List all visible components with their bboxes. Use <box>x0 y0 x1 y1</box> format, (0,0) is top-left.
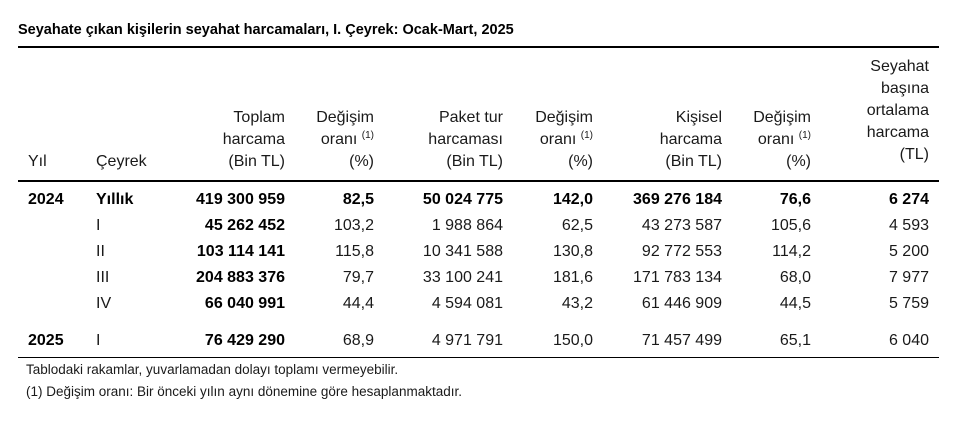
cell-package: 33 100 241 <box>422 269 503 286</box>
cell-quarter: III <box>96 269 110 286</box>
cell-total: 419 300 959 <box>196 191 285 208</box>
cell-total: 45 262 452 <box>204 217 285 234</box>
cell-quarter: IV <box>96 295 112 312</box>
cell-change-2: 130,8 <box>552 243 593 260</box>
cell-change-1: 79,7 <box>342 269 374 286</box>
footnote-rounding: Tablodaki rakamlar, yuvarlamadan dolayı toplamı vermeyebilir. <box>26 362 399 377</box>
footnote-change-rate: (1) Değişim oranı: Bir önceki yılın aynı dönemine göre hesaplanmaktadır. <box>26 384 462 399</box>
cell-change-2: 181,6 <box>552 269 593 286</box>
cell-change-3: 114,2 <box>772 243 811 260</box>
cell-change-1: 115,8 <box>335 243 374 260</box>
cell-personal: 171 783 134 <box>633 269 722 286</box>
cell-total: 66 040 991 <box>204 295 285 312</box>
cell-total: 76 429 290 <box>204 332 285 349</box>
header-change-2: Değişim oranı $^{(1)}$ (%) <box>535 109 593 170</box>
table-title: Seyahate çıkan kişilerin seyahat harcamaları, I. Çeyrek: Ocak-Mart, 2025 <box>18 22 514 38</box>
header-change-3: Değişim oranı $^{(1)}$ (%) <box>753 109 811 170</box>
cell-change-3: 68,0 <box>779 269 811 286</box>
cell-personal: 369 276 184 <box>633 191 722 208</box>
cell-personal: 61 446 909 <box>641 295 722 312</box>
cell-change-2: 150,0 <box>552 332 593 349</box>
cell-total: 204 883 376 <box>196 269 285 286</box>
header-per-trip: Seyahat başına ortalama harcama (TL) <box>866 58 929 163</box>
header-change-1: Değişim oranı $^{(1)}$ (%) <box>316 109 374 170</box>
cell-quarter: II <box>96 243 105 260</box>
cell-per-trip: 6 274 <box>888 191 929 208</box>
cell-package: 4 594 081 <box>431 295 503 312</box>
cell-quarter: I <box>96 217 101 234</box>
header-total: Toplam harcama (Bin TL) <box>222 109 285 170</box>
bottom-rule <box>18 357 939 358</box>
cell-change-3: 105,6 <box>770 217 811 234</box>
cell-per-trip: 6 040 <box>888 332 929 349</box>
cell-per-trip: 4 593 <box>888 217 929 234</box>
header-quarter: Çeyrek <box>96 153 147 170</box>
cell-quarter: I <box>96 332 101 349</box>
header-rule <box>18 180 939 182</box>
footnote-ref: (1) <box>798 130 811 141</box>
cell-change-3: 44,5 <box>779 295 811 312</box>
cell-total: 103 114 141 <box>196 243 285 260</box>
cell-change-2: 142,0 <box>552 191 593 208</box>
header-package: Paket tur harcaması (Bin TL) <box>428 109 503 170</box>
cell-change-1: 68,9 <box>342 332 374 349</box>
cell-change-1: 103,2 <box>333 217 374 234</box>
cell-per-trip: 5 759 <box>888 295 929 312</box>
cell-per-trip: 5 200 <box>888 243 929 260</box>
cell-personal: 43 273 587 <box>641 217 722 234</box>
cell-package: 1 988 864 <box>431 217 503 234</box>
cell-change-2: 62,5 <box>561 217 593 234</box>
cell-change-1: 44,4 <box>342 295 374 312</box>
cell-year: 2024 <box>28 191 64 208</box>
cell-personal: 92 772 553 <box>641 243 722 260</box>
cell-change-1: 82,5 <box>342 191 374 208</box>
top-rule <box>18 46 939 48</box>
cell-package: 50 024 775 <box>422 191 503 208</box>
cell-quarter: Yıllık <box>96 191 134 208</box>
cell-package: 4 971 791 <box>431 332 503 349</box>
footnote-ref: (1) <box>361 130 374 141</box>
cell-personal: 71 457 499 <box>641 332 722 349</box>
cell-package: 10 341 588 <box>422 243 503 260</box>
cell-change-3: 65,1 <box>779 332 811 349</box>
header-personal: Kişisel harcama (Bin TL) <box>659 109 722 170</box>
cell-change-3: 76,6 <box>779 191 811 208</box>
header-year: Yıl <box>28 153 47 170</box>
cell-change-2: 43,2 <box>561 295 593 312</box>
cell-year: 2025 <box>28 332 64 349</box>
cell-per-trip: 7 977 <box>888 269 929 286</box>
footnote-ref: (1) <box>580 130 593 141</box>
